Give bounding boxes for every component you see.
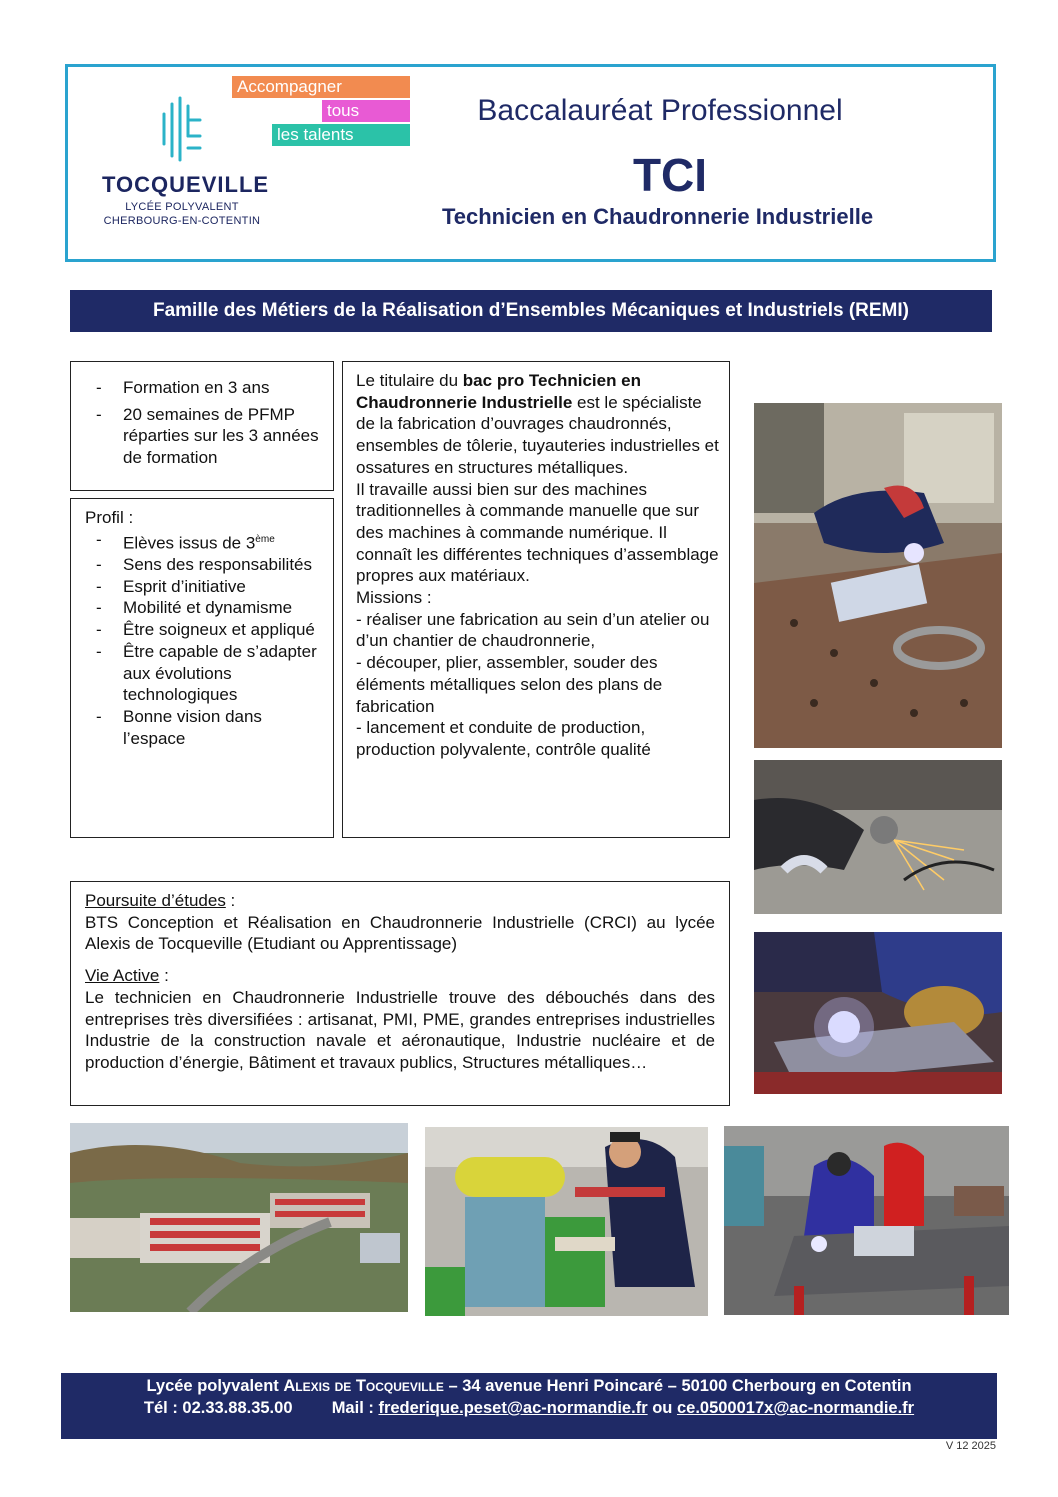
further-studies-box	[70, 881, 730, 1106]
diploma-subtitle: Technicien en Chaudronnerie Industrielle	[441, 204, 874, 229]
page-title: Baccalauréat Professionnel	[477, 94, 843, 127]
description-paragraph-1	[356, 370, 719, 479]
footer-contact	[61, 1373, 997, 1439]
mission-item: - réaliser une fabrication au sein d’un atelier ou d’un chantier de chaudronnerie,	[356, 609, 710, 651]
logo-tagline	[232, 76, 402, 146]
footer-address	[61, 1375, 997, 1397]
phone-number: Tél : 02.33.88.35.00	[143, 1399, 293, 1417]
photo-workshop-welders	[724, 1126, 1009, 1315]
mission-item: - lancement et conduite de production, production polyvalente, contrôle qualité	[356, 718, 651, 759]
superscript: ème	[255, 533, 275, 545]
photo-machine-operator	[425, 1127, 708, 1316]
training-format-list	[85, 377, 323, 469]
career-title: Vie Active	[85, 966, 160, 986]
email-link-2[interactable]: ce.0500017x@ac-normandie.fr	[676, 1399, 915, 1417]
logo-subtitle-2: CHERBOURG-EN-COTENTIN	[103, 215, 261, 227]
list-item	[85, 529, 325, 554]
list-item: - Être soigneux et appliqué	[85, 619, 325, 641]
tagline-tous: tous	[322, 100, 410, 122]
photo-tig-welding	[754, 932, 1002, 1094]
tagline-accompagner: Accompagner	[232, 76, 410, 98]
description-box	[342, 361, 730, 838]
text: Lycée polyvalent	[146, 1377, 284, 1395]
mission-item: - découper, plier, assembler, souder des éléments métalliques selon des plans de fabrication	[356, 653, 663, 716]
diploma-code: TCI	[632, 149, 708, 201]
list-item: - Esprit d’initiative	[85, 576, 325, 598]
list-item: - Bonne vision dans l’espace	[85, 706, 325, 749]
further-studies-title: Poursuite d’études	[85, 891, 226, 910]
bold-text: bac pro Technicien en Chaudronnerie Industrielle	[356, 371, 642, 412]
list-item: - 20 semaines de PFMP réparties sur les 3 années de formation	[85, 404, 323, 469]
email-link-1[interactable]: frederique.peset@ac-normandie.fr	[378, 1399, 648, 1417]
colon: :	[159, 966, 169, 986]
text: est le spécialiste de la fabrication d’ouvrages chaudronnés, ensembles de tôlerie, tuyauteries industrielles et ossatures en structures métalliques.	[356, 392, 719, 477]
school-name: Alexis de Tocqueville	[283, 1377, 444, 1395]
text: Le titulaire du	[356, 371, 463, 390]
photo-welding-workshop	[754, 403, 1002, 748]
text: – 34 avenue Henri Poincaré – 50100 Cherbourg en Cotentin	[443, 1377, 912, 1395]
profile-item-text: Elèves issus de 3	[123, 533, 256, 553]
training-format-box	[70, 361, 334, 491]
logo-name: TOCQUEVILLE	[102, 172, 270, 197]
footer-contacts	[61, 1397, 997, 1419]
further-studies-text: BTS Conception et Réalisation en Chaudronnerie Industrielle (CRCI) au lycée Alexis de Tocqueville (Etudiant ou Apprentissage)	[85, 912, 715, 954]
version-label: V 12 2025	[945, 1440, 996, 1452]
text: ou	[652, 1399, 673, 1417]
list-item: - Être capable de s’adapter aux évolutions technologiques	[85, 641, 325, 706]
list-item: - Mobilité et dynamisme	[85, 597, 325, 619]
list-item: - Formation en 3 ans	[85, 377, 323, 399]
logo-subtitle-1: LYCÉE POLYVALENT	[125, 201, 239, 213]
trade-family-banner: Famille des Métiers de la Réalisation d’Ensembles Mécaniques et Industriels (REMI)	[70, 290, 992, 332]
profile-title: Profil :	[85, 508, 134, 527]
photo-school-aerial	[70, 1123, 408, 1312]
mail-label: Mail :	[331, 1399, 374, 1417]
profile-box	[70, 498, 334, 838]
list-item: - Sens des responsabilités	[85, 554, 325, 576]
tagline-les-talents: les talents	[272, 124, 410, 146]
profile-list	[85, 529, 325, 750]
missions-title: Missions :	[356, 588, 432, 608]
photo-grinding	[754, 760, 1002, 914]
further-studies-heading	[85, 890, 715, 912]
career-text: Le technicien en Chaudronnerie Industrielle trouve des débouchés dans des entreprises très diversifiées : artisanat, PMI, PME, grandes entreprises industrielles Industrie de la construction navale et aéronautique, Industrie nucléaire et de production d’énergie, Bâtiment et travaux publics, Structures métalliques…	[85, 987, 715, 1072]
tocqueville-logo-icon	[160, 96, 204, 162]
description-paragraph-2: Il travaille aussi bien sur des machines traditionnelles à commande manuelle que sur des machines à commande numérique. Il connaît les différentes techniques d’assemblage propres aux matériaux.	[356, 479, 719, 586]
colon: :	[225, 891, 236, 910]
career-heading	[85, 965, 715, 987]
